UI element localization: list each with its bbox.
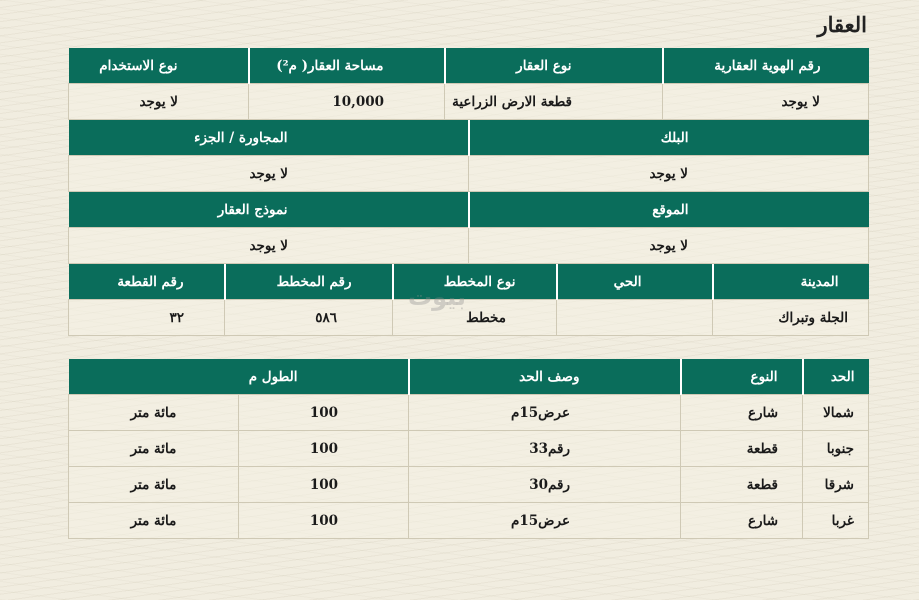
- boundary-length: 100: [239, 503, 409, 539]
- value-plan-type: مخطط: [393, 300, 557, 336]
- value-property-type: قطعة الارض الزراعية: [445, 84, 663, 120]
- boundary-length-words: مائة متر: [69, 431, 239, 467]
- value-block: لا يوجد: [469, 156, 869, 192]
- header-boundary: الحد: [803, 359, 869, 395]
- plan-header-row: [69, 264, 869, 300]
- boundary-type: شارع: [681, 503, 803, 539]
- boundaries-table: [68, 359, 869, 539]
- header-plot-number: رقم القطعة: [69, 264, 225, 300]
- boundaries-header-row: [69, 359, 869, 395]
- header-block: البلك: [469, 120, 869, 156]
- location-value-row: [69, 228, 869, 264]
- watermark-logo: بيوت: [408, 283, 466, 311]
- block-value-row: [69, 156, 869, 192]
- boundary-length-words: مائة متر: [69, 503, 239, 539]
- section-title: العقار: [817, 12, 867, 37]
- value-district: [557, 300, 713, 336]
- property-table: [68, 48, 869, 120]
- table-row: [69, 395, 869, 431]
- boundary-type: قطعة: [681, 467, 803, 503]
- boundary-side: شمالا: [803, 395, 869, 431]
- header-plan-type: نوع المخطط: [393, 264, 557, 300]
- boundary-description: رقم30: [409, 467, 681, 503]
- header-plan-number: رقم المخطط: [225, 264, 393, 300]
- block-table: [68, 120, 869, 192]
- header-boundary-type: النوع: [681, 359, 803, 395]
- header-location: الموقع: [469, 192, 869, 228]
- plan-table: [68, 264, 869, 336]
- header-usage-type: نوع الاستخدام: [69, 48, 249, 84]
- header-neighborhood-part: المجاورة / الجزء: [69, 120, 469, 156]
- boundary-description: عرض15م: [409, 503, 681, 539]
- boundary-length-words: مائة متر: [69, 395, 239, 431]
- location-header-row: [69, 192, 869, 228]
- header-district: الحي: [557, 264, 713, 300]
- header-property-id: رقم الهوية العقارية: [663, 48, 869, 84]
- header-city: المدينة: [713, 264, 869, 300]
- header-property-type: نوع العقار: [445, 48, 663, 84]
- boundary-length: 100: [239, 395, 409, 431]
- value-location: لا يوجد: [469, 228, 869, 264]
- boundary-length-words: مائة متر: [69, 467, 239, 503]
- value-plot-number: ٣٢: [69, 300, 225, 336]
- value-property-model: لا يوجد: [69, 228, 469, 264]
- header-property-model: نموذج العقار: [69, 192, 469, 228]
- boundary-length: 100: [239, 467, 409, 503]
- boundary-side: غربا: [803, 503, 869, 539]
- header-boundary-description: وصف الحد: [409, 359, 681, 395]
- table-row: [69, 431, 869, 467]
- header-length: الطول م: [69, 359, 409, 395]
- value-property-id: لا يوجد: [663, 84, 869, 120]
- property-value-row: [69, 84, 869, 120]
- boundary-description: رقم33: [409, 431, 681, 467]
- block-header-row: [69, 120, 869, 156]
- boundary-side: جنوبا: [803, 431, 869, 467]
- boundary-type: قطعة: [681, 431, 803, 467]
- boundary-type: شارع: [681, 395, 803, 431]
- value-neighborhood-part: لا يوجد: [69, 156, 469, 192]
- property-header-row: [69, 48, 869, 84]
- boundary-length: 100: [239, 431, 409, 467]
- boundary-side: شرقا: [803, 467, 869, 503]
- value-city: الجلة وتبراك: [713, 300, 869, 336]
- value-plan-number: ٥٨٦: [225, 300, 393, 336]
- boundary-description: عرض15م: [409, 395, 681, 431]
- header-property-area: مساحة العقار( م²): [249, 48, 445, 84]
- value-property-area: 10,000: [249, 84, 445, 120]
- value-usage-type: لا يوجد: [69, 84, 249, 120]
- location-table: [68, 192, 869, 264]
- table-row: [69, 467, 869, 503]
- plan-value-row: [69, 300, 869, 336]
- table-row: [69, 503, 869, 539]
